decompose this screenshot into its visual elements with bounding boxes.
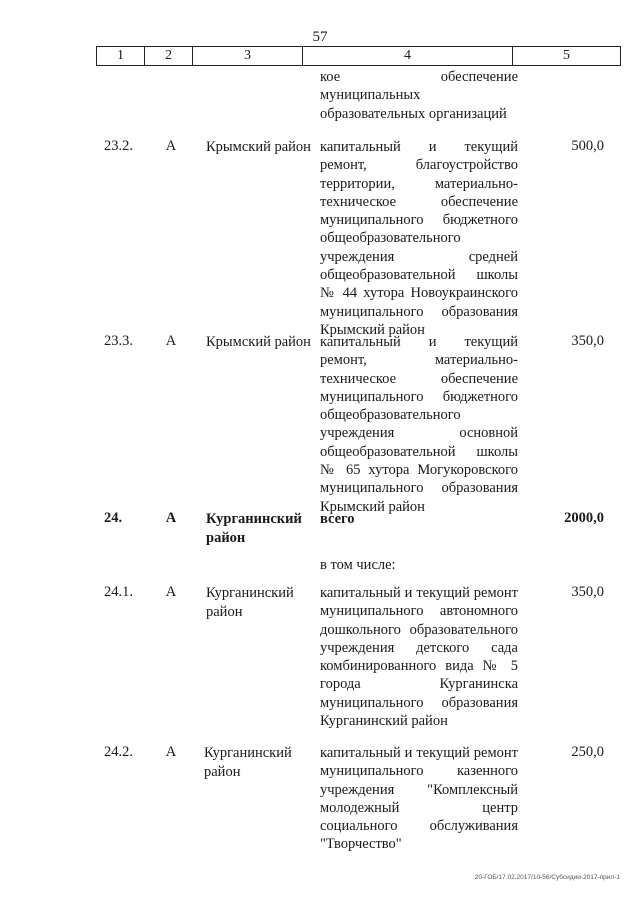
row-region: Крымский район [206, 334, 311, 350]
row-amount: 2000,0 [564, 510, 604, 526]
column-header-2: 2 [145, 47, 193, 66]
row-description: капитальный и текущий ремонт, благоустройство территории, материально-техническое обеспечение муниципального бюджетного общеобразовательного учреждения средней общеобразовательной школы № 44 хутора Новоукраинского муниципального образования Крымский район [320, 139, 518, 338]
row-region: Курганинский район [204, 745, 292, 780]
row-description: всего [320, 511, 355, 527]
row-amount: 250,0 [571, 744, 604, 760]
row-amount: 350,0 [571, 333, 604, 349]
row-number: 23.3. [104, 333, 133, 349]
row-category: А [165, 584, 177, 600]
row-number: 24.2. [104, 744, 133, 760]
row-number: 24. [104, 510, 123, 526]
row-number: 23.2. [104, 138, 133, 154]
row-region: Курганинский район [206, 585, 294, 620]
row-category: А [165, 333, 177, 349]
page-number: 57 [312, 29, 328, 45]
column-header-5: 5 [513, 47, 621, 66]
column-header-3: 3 [193, 47, 303, 66]
row-amount: 350,0 [571, 584, 604, 600]
row-description: капитальный и текущий ремонт муниципального казенного учреждения "Комплексный молодежный центр социального обслуживания "Творчество" [320, 745, 518, 853]
row-category: А [165, 510, 177, 526]
continuation-description: кое обеспечение муниципальных образовательных организаций [320, 69, 518, 122]
row-category: А [165, 138, 177, 154]
row-category: А [165, 744, 177, 760]
footer-document-code: 20-ГОБ/17.02.2017/10-56/Субсидии-2017-прил-1 [474, 874, 620, 881]
column-header-1: 1 [97, 47, 145, 66]
row-description: капитальный и текущий ремонт, материально-техническое обеспечение муниципального бюджетного общеобразовательного учреждения основной общеобразовательной школы № 65 хутора Могукоровского муниципального образования Крымский район [320, 334, 518, 515]
including-label: в том числе: [320, 557, 396, 573]
row-region: Курганинский район [206, 511, 302, 546]
row-region: Крымский район [206, 139, 311, 155]
column-header-4: 4 [303, 47, 513, 66]
row-number: 24.1. [104, 584, 133, 600]
column-header-table [96, 46, 621, 66]
row-description: капитальный и текущий ремонт муниципального автономного дошкольного образовательного учреждения детского сада комбинированного вида № 5 города Курганинска муниципального образования Курганинский район [320, 585, 518, 730]
row-amount: 500,0 [571, 138, 604, 154]
